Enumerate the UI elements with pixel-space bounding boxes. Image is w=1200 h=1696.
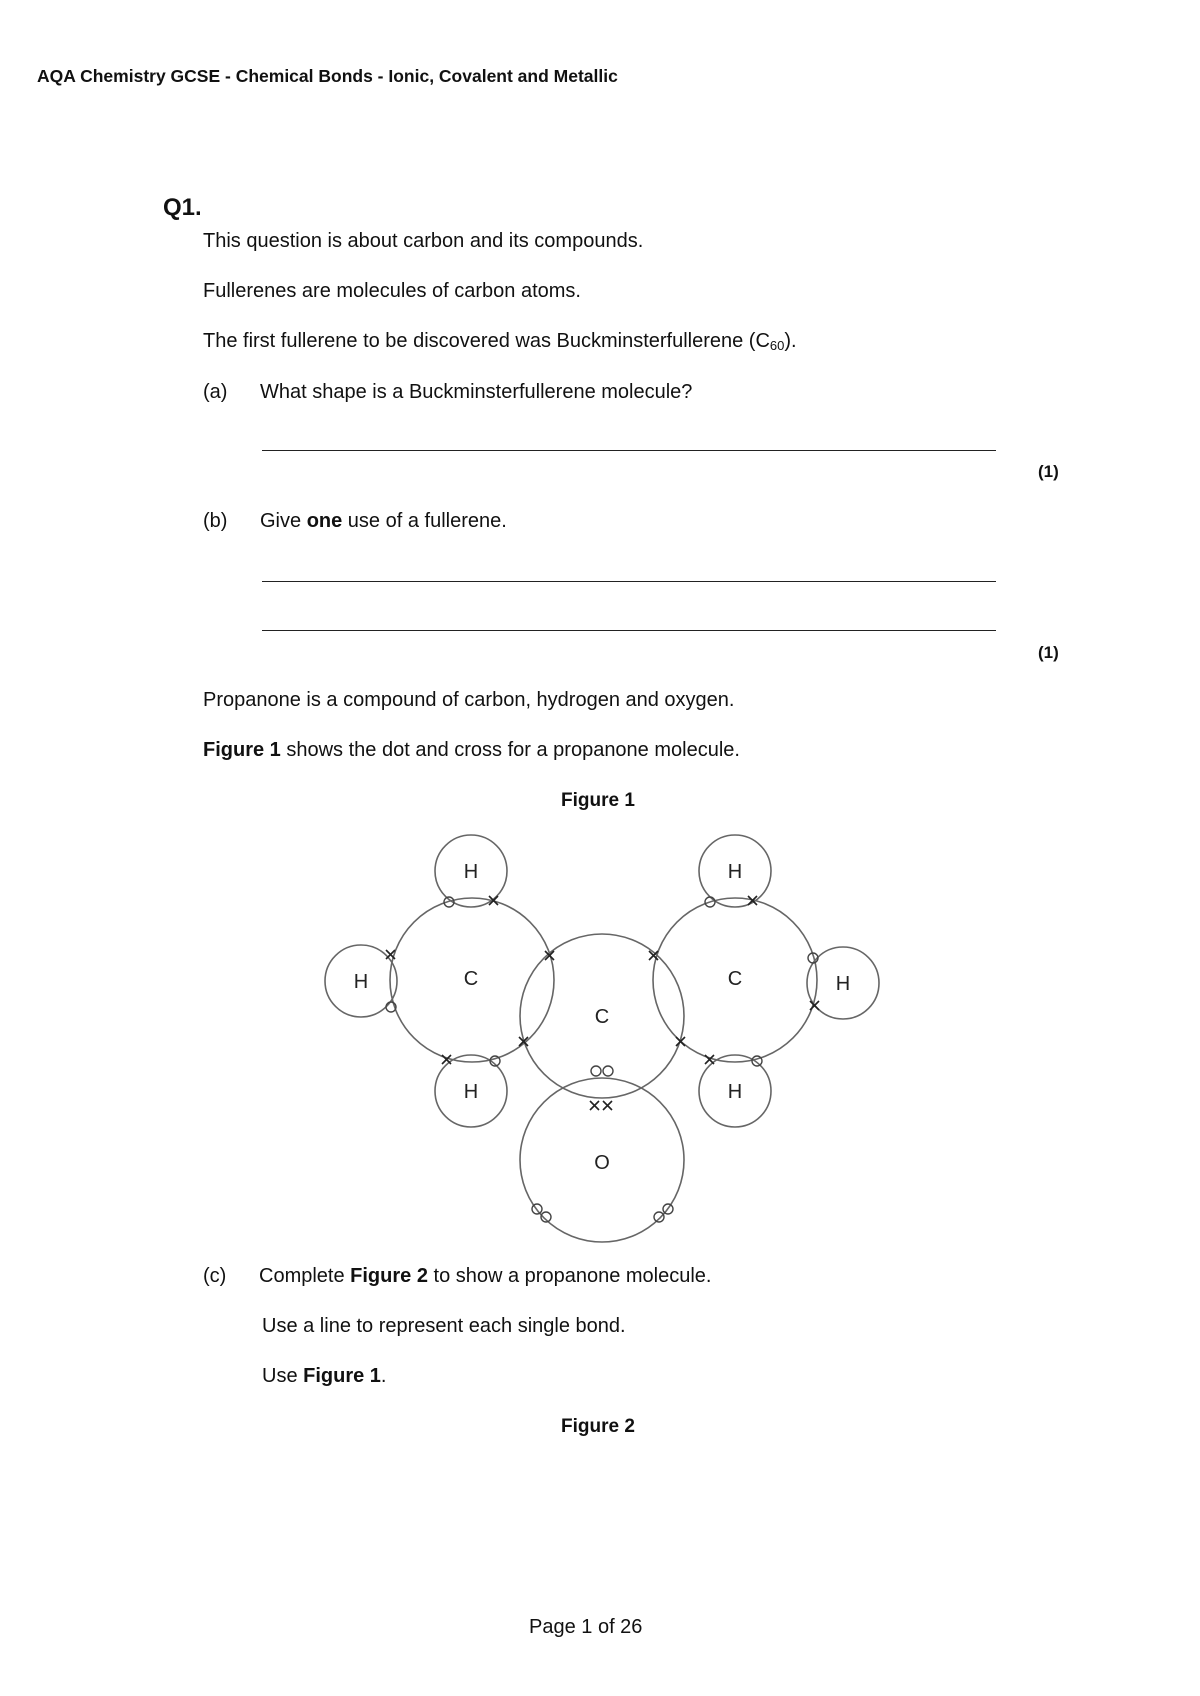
intro-line-2: Fullerenes are molecules of carbon atoms. bbox=[203, 280, 581, 302]
part-b-text-1: Give bbox=[260, 510, 307, 532]
intro-line-3-text: The first fullerene to be discovered was Buckminsterfullerene (C bbox=[203, 330, 770, 352]
part-a-question: What shape is a Buckminsterfullerene molecule? bbox=[260, 381, 693, 403]
atom-label-carbon: C bbox=[727, 968, 743, 990]
propanone-dot-cross-diagram bbox=[320, 830, 880, 1250]
part-c-instruction-2 bbox=[262, 1365, 386, 1388]
part-b-marks: (1) bbox=[1038, 643, 1059, 662]
part-c-text-2: to show a propanone molecule. bbox=[427, 1265, 712, 1287]
intro-line-1: This question is about carbon and its compounds. bbox=[203, 230, 644, 252]
part-c-label: (c) bbox=[203, 1265, 227, 1287]
atom-label-hydrogen: H bbox=[727, 861, 743, 883]
figure-2-reference: Figure 2 bbox=[350, 1265, 428, 1287]
part-c-text-1: Complete bbox=[259, 1265, 351, 1287]
electron-dot bbox=[654, 1212, 664, 1222]
atom-label-hydrogen: H bbox=[835, 973, 851, 995]
atom-label-hydrogen: H bbox=[727, 1081, 743, 1103]
document-header: AQA Chemistry GCSE - Chemical Bonds - Ionic, Covalent and Metallic bbox=[37, 66, 618, 86]
atom-label-carbon: C bbox=[594, 1006, 610, 1028]
electron-dot bbox=[603, 1066, 613, 1076]
intro-line-3-end: ). bbox=[784, 330, 797, 352]
propanone-line-1: Propanone is a compound of carbon, hydrogen and oxygen. bbox=[203, 689, 735, 711]
part-b-text-2: use of a fullerene. bbox=[342, 510, 507, 532]
part-b-answer-line-1[interactable] bbox=[262, 581, 996, 582]
propanone-line-2 bbox=[203, 739, 740, 762]
atom-label-hydrogen: H bbox=[463, 1081, 479, 1103]
atom-label-carbon: C bbox=[463, 968, 479, 990]
propanone-line-2-text: shows the dot and cross for a propanone molecule. bbox=[280, 739, 740, 761]
c60-subscript: 60 bbox=[769, 338, 785, 353]
part-c-instruction-1: Use a line to represent each single bond. bbox=[262, 1315, 626, 1337]
figure-2-title: Figure 2 bbox=[561, 1416, 635, 1437]
part-c-instruction-2-text: Use bbox=[262, 1365, 304, 1387]
part-c-instruction-2-end: . bbox=[380, 1365, 387, 1387]
electron-dot bbox=[591, 1066, 601, 1076]
part-b-answer-line-2[interactable] bbox=[262, 630, 996, 631]
part-b-label: (b) bbox=[203, 510, 228, 532]
part-a-answer-line[interactable] bbox=[262, 450, 996, 451]
part-a-label: (a) bbox=[203, 381, 228, 403]
atom-label-hydrogen: H bbox=[353, 971, 369, 993]
atom-label-oxygen: O bbox=[594, 1152, 610, 1174]
figure-1-title: Figure 1 bbox=[561, 790, 635, 811]
part-c-question bbox=[259, 1265, 711, 1288]
part-b-emphasis: one bbox=[306, 510, 343, 532]
question-number: Q1. bbox=[163, 194, 202, 221]
intro-line-3 bbox=[203, 330, 797, 353]
atom-label-hydrogen: H bbox=[463, 861, 479, 883]
figure-1-reference-2: Figure 1 bbox=[303, 1365, 381, 1387]
part-a-marks: (1) bbox=[1038, 462, 1059, 481]
figure-1-reference: Figure 1 bbox=[203, 739, 281, 761]
part-b-question bbox=[260, 510, 507, 533]
page-footer: Page 1 of 26 bbox=[529, 1616, 643, 1638]
